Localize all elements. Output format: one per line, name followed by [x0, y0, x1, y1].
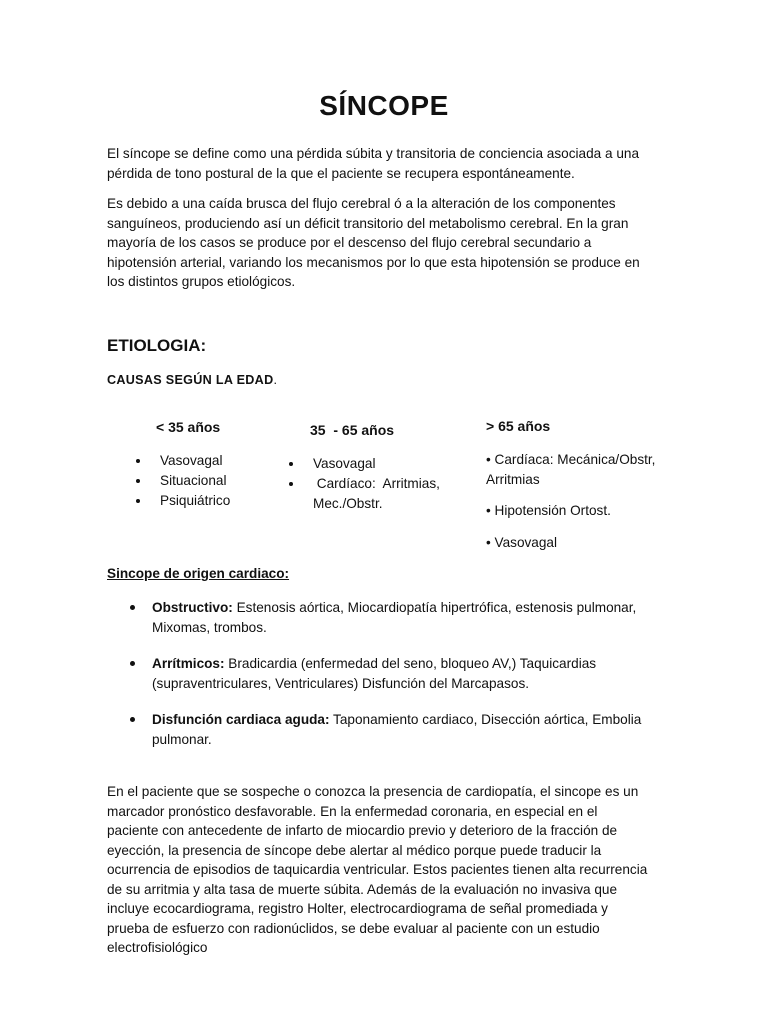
- list-item: [128, 710, 648, 749]
- item-label: Arrítmicos:: [152, 656, 225, 671]
- causas-suffix: .: [273, 373, 278, 387]
- item-label: Obstructivo:: [152, 600, 233, 615]
- list-item: • Cardíaca: Mecánica/Obstr, Arritmias: [486, 452, 656, 487]
- page-title: SÍNCOPE: [319, 90, 449, 121]
- causas-heading: [107, 373, 277, 387]
- intro-paragraph-2: Es debido a una caída brusca del flujo cerebral ó a la alteración de los componentes sanguíneos, produciendo así un déficit transitorio del metabolismo cerebral. En la gran mayoría de los casos se produce por el descenso del flujo cerebral secundario a hipotensión arterial, variando los mecanismos por lo que esta hipotensión se produce en los distintos grupos etiológicos.: [107, 196, 640, 289]
- list-item: Cardíaco: Arritmias, Mec./Obstr.: [285, 474, 460, 514]
- item-label: Disfunción cardiaca aguda:: [152, 712, 330, 727]
- list-item: • Vasovagal: [486, 534, 558, 550]
- item-text: Taponamiento cardiaco, Disección aórtica, Embolia pulmonar.: [152, 712, 642, 747]
- age-column-1-header: < 35 años: [156, 419, 221, 435]
- causas-label: CAUSAS SEGÚN LA EDAD: [107, 373, 274, 387]
- origen-cardiaco-list: [128, 598, 648, 766]
- list-item: • Hipotensión Ortost.: [486, 503, 611, 518]
- item-text: Estenosis aórtica, Miocardiopatía hipertrófica, estenosis pulmonar, Mixomas, trombos.: [152, 600, 637, 635]
- age-column-3-header: > 65 años: [486, 418, 551, 434]
- list-item: [128, 654, 648, 693]
- list-item: Vasovagal: [285, 454, 460, 474]
- closing-paragraph: En el paciente que se sospeche o conozca la presencia de cardiopatía, el sincope es un marcador pronóstico desfavorable. En la enfermedad coronaria, en especial en el paciente con antecedente de infarto de miocardio previo y deterioro de la fracción de eyección, la presencia de síncope debe alertar al médico porque puede traducir la ocurrencia de episodios de taquicardia ventricular. Estos pacientes tienen alta recurrencia de su arritmia y alta tasa de muerte súbita. Además de la evaluación no invasiva que incluye ecocardiograma, registro Holter, electrocardiograma de señal promediada y prueba de esfuerzo con radionúclidos, se debe evaluar al paciente con un estudio electrofisiológico: [107, 784, 648, 955]
- age-column-2-list: [285, 454, 460, 514]
- item-text: Bradicardia (enfermedad del seno, bloqueo AV,) Taquicardias (supraventriculares, Ventriculares) Disfunción del Marcapasos.: [152, 656, 597, 691]
- intro-paragraph-1: El síncope se define como una pérdida súbita y transitoria de conciencia asociada a una pérdida de tono postural de la que el paciente se recupera espontáneamente.: [107, 146, 640, 181]
- age-column-3-list: [486, 450, 696, 552]
- list-item: Vasovagal: [132, 451, 282, 471]
- etiologia-heading: ETIOLOGIA:: [107, 336, 207, 355]
- list-item: Psiquiátrico: [132, 491, 282, 511]
- age-column-1-list: [132, 451, 282, 511]
- list-item: Situacional: [132, 471, 282, 491]
- list-item: [128, 598, 648, 637]
- age-column-2-header: 35 - 65 años: [310, 422, 395, 438]
- origen-cardiaco-heading: Sincope de origen cardiaco:: [107, 566, 290, 581]
